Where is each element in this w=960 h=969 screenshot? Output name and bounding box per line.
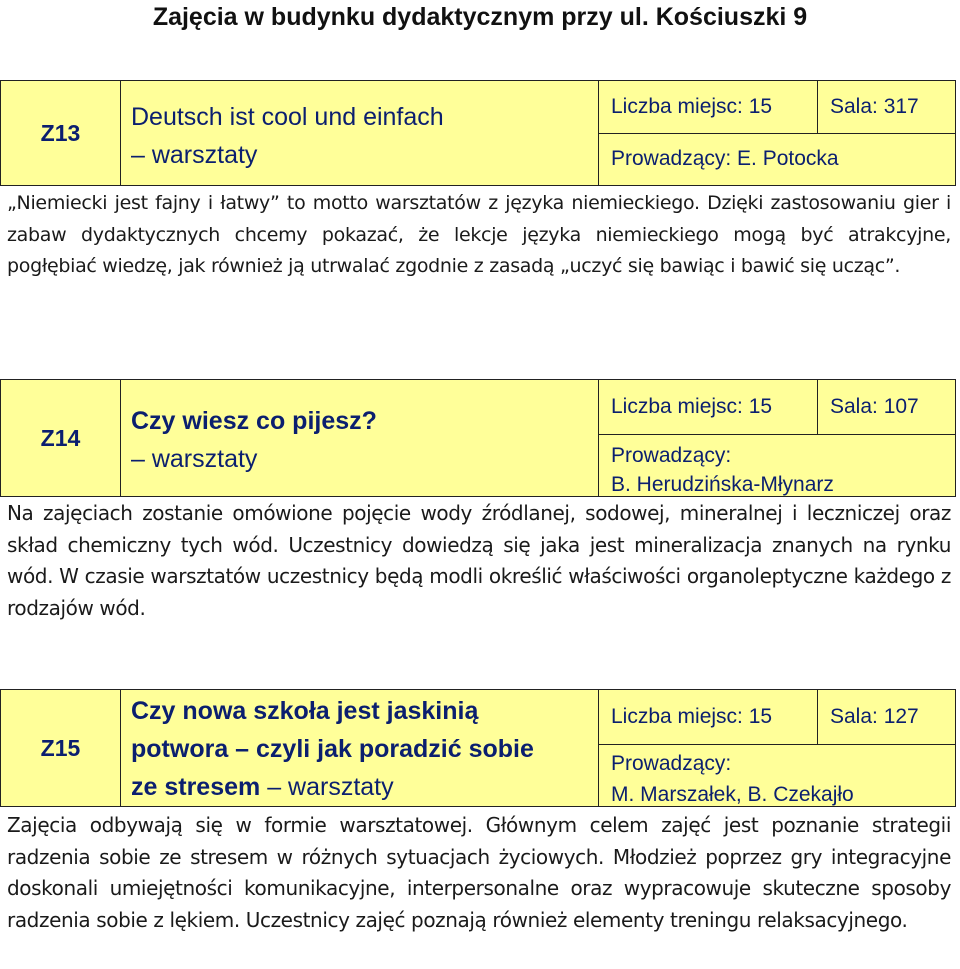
- leader-text: Prowadzący:: [611, 752, 732, 775]
- workshop-info-top: [599, 81, 955, 134]
- workshop-type: – warsztaty: [131, 445, 258, 473]
- workshop-title: [131, 81, 591, 185]
- leader: [611, 434, 949, 496]
- leader-names: M. Marszałek, B. Czekajło: [611, 783, 854, 806]
- workshop-title-line: Czy wiesz co pijesz?: [131, 407, 377, 435]
- workshop-header: [0, 80, 956, 186]
- places-count: Liczba miejsc: 15: [611, 395, 773, 418]
- workshop-description: „Niemiecki jest fajny i łatwy” to motto warsztatów z języka niemieckiego. Dzięki zastosowaniu gier i zabaw dydaktycznych chcemy pokazać, że lekcje języka niemieckiego mogą być atrakcyjne, pogłębiać wiedzę, jak również ją utrwalać zgodnie z zasadą „uczyć się bawiąc i bawić się ucząc”.: [7, 192, 951, 277]
- workshop-z14: [0, 379, 960, 620]
- workshop-title: [131, 380, 591, 496]
- workshop-description: Zajęcia odbywają się w formie warsztatowej. Głównym celem zajęć jest poznanie strategii radzenia sobie ze stresem w różnych sytuacjach życiowych. Młodzież poprzez gry integracyjne doskonali umiejętności komunikacyjne, interpersonalne oraz wypracowuje skuteczne sposoby radzenia sobie z lękiem. Uczestnicy zajęć poznają również elementy treningu relaksacyjnego.: [7, 813, 951, 932]
- page-title: Zajęcia w budynku dydaktycznym przy ul. Kościuszki 9: [152, 3, 808, 31]
- workshop-title-line: Czy nowa szkoła jest jaskinią: [131, 697, 479, 725]
- workshop-z13: [0, 80, 960, 277]
- workshop-title-line: Deutsch ist cool und einfach: [131, 103, 444, 131]
- workshop-type: – warsztaty: [260, 773, 394, 801]
- places-count: Liczba miejsc: 15: [611, 95, 773, 118]
- workshop-info: [598, 380, 955, 496]
- workshop-code: Z14: [1, 380, 121, 496]
- workshop-header: [0, 379, 956, 497]
- workshop-title: [131, 690, 591, 806]
- workshop-code: Z13: [1, 81, 121, 185]
- room-number: Sala: 127: [817, 690, 955, 744]
- leader: [611, 744, 949, 806]
- workshop-info-top: [599, 380, 955, 435]
- workshop-type: – warsztaty: [131, 141, 258, 169]
- workshop-title-line: potwora – czyli jak poradzić sobie: [131, 735, 534, 763]
- workshop-info-top: [599, 690, 955, 745]
- workshop-header: [0, 689, 956, 807]
- workshop-z15: [0, 689, 960, 932]
- room-number: Sala: 107: [817, 380, 955, 434]
- workshop-title-line: [131, 768, 591, 806]
- workshop-description: Na zajęciach zostanie omówione pojęcie wody źródlanej, sodowej, mineralnej i leczniczej oraz skład chemiczny tych wód. Uczestnicy dowiedzą się jaka jest mineralizacja znanych na rynku wód. W czasie warsztatów uczestnicy będą modli określić właściwości organoleptyczne każdego z rodzajów wód.: [7, 501, 951, 620]
- workshop-info: [598, 690, 955, 806]
- leader: [611, 133, 949, 185]
- places-count: Liczba miejsc: 15: [611, 705, 773, 728]
- leader-text: Prowadzący:: [611, 444, 732, 467]
- workshop-title-bold: ze stresem: [131, 773, 261, 801]
- room-number: Sala: 317: [817, 81, 955, 133]
- workshop-code: Z15: [1, 690, 121, 806]
- leader-text: Prowadzący: E. Potocka: [611, 147, 839, 170]
- workshop-info: [598, 81, 955, 185]
- leader-names: B. Herudzińska-Młynarz: [611, 473, 834, 496]
